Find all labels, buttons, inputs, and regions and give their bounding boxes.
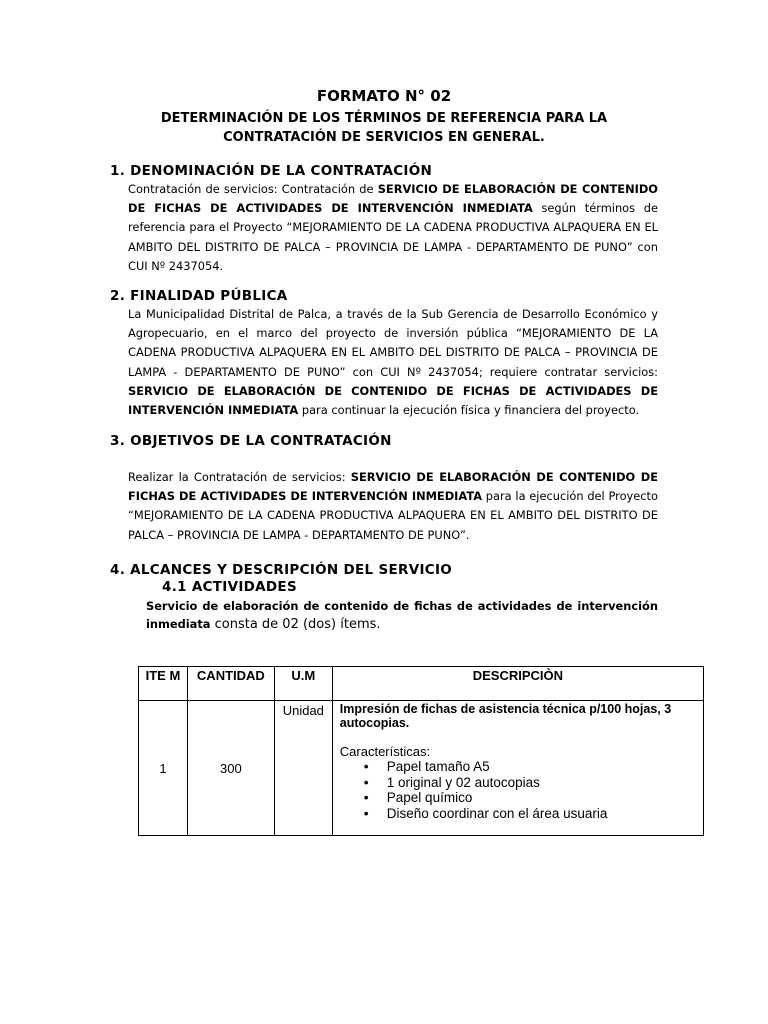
header-item: ITE M — [139, 667, 188, 701]
header-descripcion: DESCRIPCIÒN — [332, 667, 703, 701]
document-subtitle: DETERMINACIÓN DE LOS TÉRMINOS DE REFERENCIA PARA LA CONTRATACIÓN DE SERVICIOS EN GENERAL. — [160, 111, 608, 145]
section-3-heading: 3. OBJETIVOS DE LA CONTRATACIÓN — [110, 433, 392, 449]
section-3-paragraph — [128, 468, 658, 545]
section-4-heading: 4. ALCANCES Y DESCRIPCIÓN DEL SERVICIO — [110, 562, 453, 578]
section-2-heading: 2. FINALIDAD PÚBLICA — [110, 288, 288, 304]
description-title: Impresión de fichas de asistencia técnica p/100 hojas, 3 autocopias. — [339, 702, 672, 730]
document-title: FORMATO N° 02 — [316, 87, 452, 105]
list-item: • Diseño coordinar con el área usuaria — [387, 806, 697, 822]
section-3-bold-a: SERVICIO DE ELABORACIÓN DE CONTENIDO DE FICHAS DE ACTIVIDADES DE INTERVENCIÓN INMEDIATA — [128, 470, 658, 504]
section-4-1-heading: 4.1 ACTIVIDADES — [162, 579, 297, 595]
cell-item: 1 — [139, 701, 188, 836]
cell-cantidad: 300 — [187, 701, 274, 836]
section-3-text-a: Realizar la Contratación de servicios: — [128, 470, 351, 484]
section-4-bold-a: Servicio de elaboración de contenido de fichas de actividades de intervención inmediata — [146, 599, 658, 631]
section-4-text-b: consta de 02 (dos) ítems. — [210, 617, 381, 632]
cell-um: Unidad — [274, 701, 332, 836]
header-um: U.M — [274, 667, 332, 701]
section-1-bold-a: SERVICIO DE ELABORACIÓN DE CONTENIDO DE FICHAS DE ACTIVIDADES DE INTERVENCIÓN INMEDIATA — [128, 182, 658, 216]
section-1-text-a: Contratación de servicios: Contratación de — [128, 182, 378, 196]
list-item: • Papel tamaño A5 — [387, 759, 697, 775]
table-row — [139, 701, 704, 836]
cell-descripcion — [332, 701, 703, 836]
list-item: • Papel químico — [387, 790, 697, 806]
section-2-bold-a: SERVICIO DE ELABORACIÓN DE CONTENIDO DE FICHAS DE ACTIVIDADES DE INTERVENCIÓN INMEDIATA — [128, 383, 658, 418]
section-1-text-b: según términos de referencia para el Proyecto “MEJORAMIENTO DE LA CADENA PRODUCTIVA ALPAQUERA EN EL AMBITO DEL DISTRITO DE PALCA – PROVINCIA DE LAMPA - DEPARTAMENTO DE PUNO” con CUI Nº 2437054. — [128, 201, 658, 273]
section-2-paragraph — [128, 305, 658, 420]
section-1-paragraph — [128, 180, 658, 276]
section-2-text-b: para continuar la ejecución física y financiera del proyecto. — [298, 403, 640, 418]
section-4-paragraph — [146, 597, 658, 634]
description-subtitle: Características: — [339, 744, 431, 759]
section-1-heading: 1. DENOMINACIÓN DE LA CONTRATACIÓN — [110, 163, 433, 179]
section-3-text-b: para la ejecución del Proyecto “MEJORAMIENTO DE LA CADENA PRODUCTIVA ALPAQUERA EN EL AMBITO DEL DISTRITO DE PALCA – PROVINCIA DE LAMPA - DEPARTAMENTO DE PUNO”. — [128, 489, 658, 542]
list-item: • 1 original y 02 autocopias — [387, 775, 697, 791]
header-cantidad: CANTIDAD — [187, 667, 274, 701]
table-header-row — [139, 667, 704, 701]
section-2-text-a: La Municipalidad Distrital de Palca, a través de la Sub Gerencia de Desarrollo Económico y Agropecuario, en el marco del proyecto de inversión pública “MEJORAMIENTO DE LA CADENA PRODUCTIVA ALPAQUERA EN EL AMBITO DEL DISTRITO DE PALCA – PROVINCIA DE LAMPA - DEPARTAMENTO DE PUNO” con CUI Nº 2437054; requiere contratar servicios: — [128, 307, 658, 379]
characteristics-list — [340, 759, 697, 821]
activities-table — [138, 666, 704, 836]
